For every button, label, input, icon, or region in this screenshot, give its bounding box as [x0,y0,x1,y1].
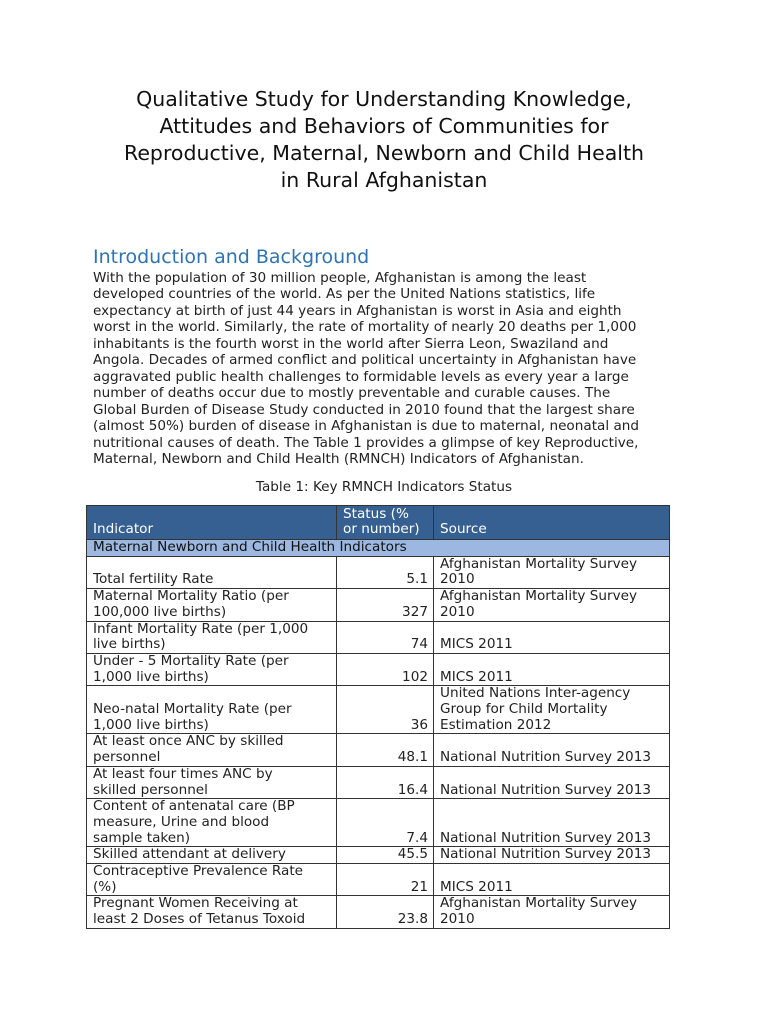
cell-line: Maternal Mortality Ratio (per [93,588,289,605]
table-row [87,621,670,653]
cell-line: Afghanistan Mortality Survey [440,588,638,605]
cell-status-value: 36 [337,686,434,734]
cell-line: National Nutrition Survey 2013 [440,846,652,863]
cell-line: live births) [93,636,166,653]
header-status [337,506,434,540]
cell-line: 2010 [440,911,475,928]
cell-line: National Nutrition Survey 2013 [440,749,652,766]
section-heading: Introduction and Background [93,246,370,268]
title-line: Reproductive, Maternal, Newborn and Child Health [124,141,644,165]
cell-line: 2010 [440,603,475,620]
cell-line: (%) [93,878,117,895]
cell-line: personnel [93,749,161,766]
cell-source [434,766,670,798]
paragraph-line: aggravated public health challenges to formidable levels as every year a large [93,368,629,385]
cell-line: National Nutrition Survey 2013 [440,781,652,798]
cell-indicator [87,686,337,734]
cell-status-value: 16.4 [337,766,434,798]
paragraph-line: Angola. Decades of armed conflict and political uncertainty in Afghanistan have [93,352,637,369]
cell-status-value: 45.5 [337,847,434,864]
cell-source [434,686,670,734]
paragraph-line: worst in the world. Similarly, the rate of mortality of nearly 20 deaths per 1,000 [93,319,637,336]
cell-indicator [87,589,337,621]
cell-line: At least once ANC by skilled [93,733,284,750]
cell-status-value: 7.4 [337,799,434,847]
header-status-line: or number) [343,521,420,538]
cell-line: MICS 2011 [440,636,513,653]
paragraph-line: Maternal, Newborn and Child Health (RMNCH) Indicators of Afghanistan. [93,450,584,467]
paragraph-line: inhabitants is the fourth worst in the world after Sierra Leon, Swaziland and [93,335,609,352]
cell-indicator [87,864,337,896]
cell-line: National Nutrition Survey 2013 [440,829,652,846]
header-status-line: Status (% [343,505,409,522]
cell-source [434,589,670,621]
cell-line: 1,000 live births) [93,716,209,733]
cell-line: Total fertility Rate [93,571,214,588]
cell-status-value: 327 [337,589,434,621]
table-row [87,847,670,864]
cell-line: Afghanistan Mortality Survey [440,895,638,912]
cell-line: Afghanistan Mortality Survey [440,555,638,572]
document-title [60,86,708,194]
title-line: Qualitative Study for Understanding Knowledge, [136,87,632,111]
cell-line: least 2 Doses of Tetanus Toxoid [93,911,306,928]
paragraph-line: With the population of 30 million people, Afghanistan is among the least [93,270,587,286]
intro-paragraph [93,270,693,467]
cell-line: 2010 [440,571,475,588]
group-label: Maternal Newborn and Child Health Indicators [87,540,670,557]
cell-line: Group for Child Mortality [440,701,608,718]
header-indicator: Indicator [87,506,337,540]
cell-indicator [87,766,337,798]
table-row [87,589,670,621]
title-line: Attitudes and Behaviors of Communities for [159,114,609,138]
table-header-row [87,506,670,540]
title-line: in Rural Afghanistan [280,168,488,192]
cell-source [434,896,670,928]
cell-line: 1,000 live births) [93,668,209,685]
paragraph-line: Global Burden of Disease Study conducted in 2010 found that the largest share [93,401,635,418]
rmnch-indicators-table [86,505,670,929]
cell-line: measure, Urine and blood [93,813,270,830]
cell-indicator [87,734,337,766]
table-row [87,556,670,588]
cell-status-value: 23.8 [337,896,434,928]
paragraph-line: number of deaths occur due to mostly preventable and curable causes. The [93,385,611,402]
cell-line: Skilled attendant at delivery [93,846,286,863]
cell-indicator [87,847,337,864]
cell-source [434,556,670,588]
paragraph-line: nutritional causes of death. The Table 1 provides a glimpse of key Reproductive, [93,434,639,451]
cell-source [434,621,670,653]
cell-indicator [87,621,337,653]
cell-source [434,734,670,766]
table-row [87,653,670,685]
cell-line: Neo-natal Mortality Rate (per [93,701,292,718]
table-row [87,766,670,798]
cell-line: At least four times ANC by [93,765,273,782]
table-caption: Table 1: Key RMNCH Indicators Status [255,479,513,495]
cell-line: MICS 2011 [440,878,513,895]
cell-line: Under - 5 Mortality Rate (per [93,652,289,669]
paragraph-line: (almost 50%) burden of disease in Afghanistan is due to maternal, neonatal and [93,418,640,435]
cell-status-value: 102 [337,653,434,685]
cell-line: sample taken) [93,829,191,846]
table-row [87,686,670,734]
cell-source [434,864,670,896]
cell-indicator [87,799,337,847]
cell-line: United Nations Inter-agency [440,685,631,702]
cell-line: Contraceptive Prevalence Rate [93,863,304,880]
table-row [87,864,670,896]
cell-line: Infant Mortality Rate (per 1,000 [93,620,309,637]
header-source: Source [434,506,670,540]
paragraph-line: developed countries of the world. As per the United Nations statistics, life [93,286,596,303]
cell-line: Content of antenatal care (BP [93,798,295,815]
cell-indicator [87,653,337,685]
cell-source [434,847,670,864]
table-row [87,734,670,766]
paragraph-line: expectancy at birth of just 44 years in Afghanistan is worst in Asia and eighth [93,302,622,319]
cell-source [434,799,670,847]
table-row [87,896,670,928]
cell-indicator [87,556,337,588]
cell-status-value: 5.1 [337,556,434,588]
cell-status-value: 21 [337,864,434,896]
cell-line: Estimation 2012 [440,716,552,733]
cell-line: 100,000 live births) [93,603,227,620]
group-row [87,540,670,557]
cell-line: skilled personnel [93,781,208,798]
cell-indicator [87,896,337,928]
cell-status-value: 74 [337,621,434,653]
cell-line: MICS 2011 [440,668,513,685]
cell-line: Pregnant Women Receiving at [93,895,298,912]
cell-source [434,653,670,685]
table-row [87,799,670,847]
cell-status-value: 48.1 [337,734,434,766]
